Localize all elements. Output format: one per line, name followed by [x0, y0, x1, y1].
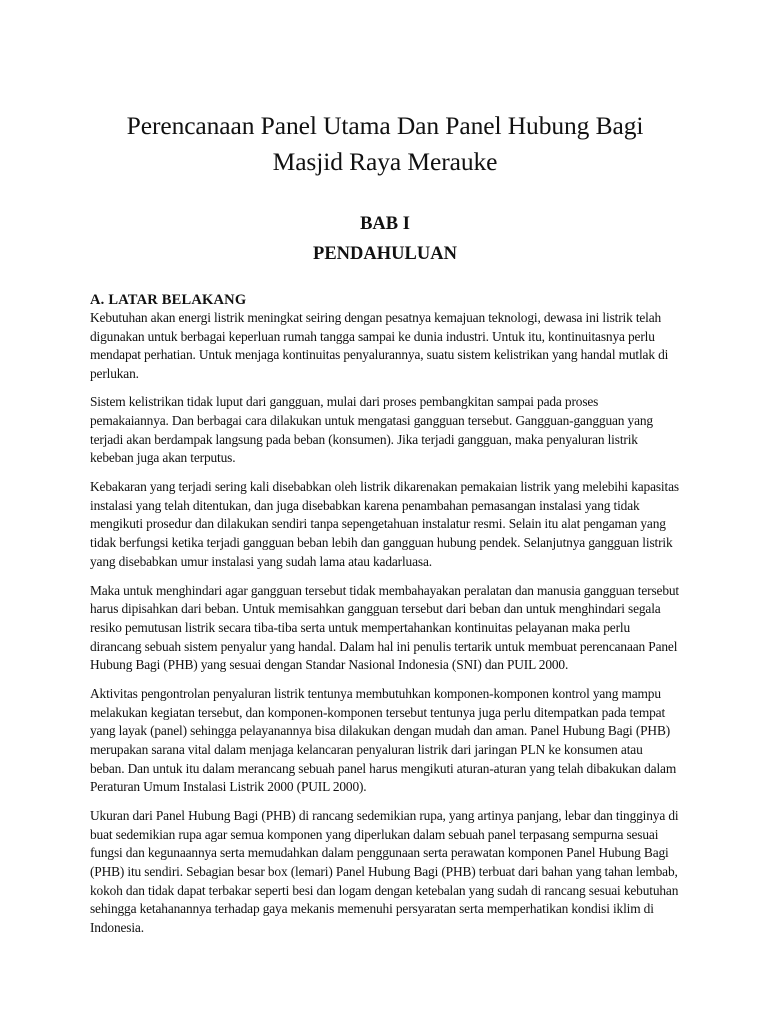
paragraph-6: Ukuran dari Panel Hubung Bagi (PHB) di rancang sedemikian rupa, yang artinya panjang, lebar dan tingginya di buat sedemikian rupa agar semua komponen yang diperlukan dalam sebuah panel terpasang sempurna sesuai fungsi dan kegunaannya serta memudahkan dalam penggunaan serta perawatan komponen Panel Hubung Bagi (PHB) itu sendiri. Sebagian besar box (lemari) Panel Hubung Bagi (PHB) terbuat dari bahan yang tahan lembab, kokoh dan tidak dapat terbakar seperti besi dan logam dengan ketebalan yang sudah di rancang sesuai kebutuhan sehingga ketahanannya terhadap gaya mekanis memenuhi persyaratan serta memperhatikan kondisi iklim di Indonesia. — [90, 808, 679, 935]
paragraph-2: Sistem kelistrikan tidak luput dari gangguan, mulai dari proses pembangkitan sampai pada proses pemakaiannya. Dan berbagai cara dilakukan untuk mengatasi gangguan tersebut. Gangguan-gangguan yang terjadi akan berdampak langsung pada beban (konsumen). Jika terjadi gangguan, maka penyaluran listrik kebeban juga akan terputus. — [90, 394, 653, 466]
paragraph-3: Kebakaran yang terjadi sering kali disebabkan oleh listrik dikarenakan pemakaian listrik yang melebihi kapasitas instalasi yang telah ditentukan, dan juga disebabkan karena penambahan pemasangan instalasi yang tidak mengikuti prosedur dan dilakukan sendiri tanpa sepengetahuan instalatur resmi. Selain itu alat pengaman yang tidak berfungsi ketika terjadi gangguan beban lebih dan gangguan hubung pendek. Selanjutnya gangguan listrik yang disebabkan umur instalasi yang sudah lama atau kadarluasa. — [90, 479, 679, 569]
document-title: Perencanaan Panel Utama Dan Panel Hubung Bagi Masjid Raya Merauke — [126, 111, 644, 176]
body-text — [90, 309, 680, 937]
paragraph-5: Aktivitas pengontrolan penyaluran listrik tentunya membutuhkan komponen-komponen kontrol yang mampu melakukan kegiatan tersebut, dan komponen-komponen tersebut tentunya juga perlu ditempatkan pada tempat yang layak (panel) sehingga pelayanannya bisa dilakukan dengan mudah dan aman. Panel Hubung Bagi (PHB) merupakan sarana vital dalam menjaga kelancaran penyaluran listrik dari jaringan PLN ke konsumen atau beban. Dan untuk itu dalam merancang sebuah panel harus mengikuti aturan-aturan yang telah dibakukan dalam Peraturan Umum Instalasi Listrik 2000 (PUIL 2000). — [90, 686, 677, 795]
chapter-number: BAB I — [360, 214, 410, 234]
paragraph-4: Maka untuk menghindari agar gangguan tersebut tidak membahayakan peralatan dan manusia gangguan tersebut harus dipisahkan dari beban. Untuk memisahkan gangguan tersebut dari beban dan untuk menghindari segala resiko pemutusan listrik secara tiba-tiba serta untuk mempertahankan kontinuitas pelayanan maka perlu dirancang sebuah sistem penyalur yang handal. Dalam hal ini penulis tertarik untuk membuat perencanaan Panel Hubung Bagi (PHB) yang sesuai dengan Standar Nasional Indonesia (SNI) dan PUIL 2000. — [90, 582, 679, 673]
chapter-title: PENDAHULUAN — [313, 244, 457, 264]
paragraph-1: Kebutuhan akan energi listrik meningkat seiring dengan pesatnya kemajuan teknologi, dewasa ini listrik telah digunakan untuk berbagai keperluan rumah tangga sampai ke dunia industri. Untuk itu, kontinuitasnya perlu mendapat perhatian. Untuk menjaga kontinuitas penyalurannya, suatu sistem kelistrikan yang handal mutlak di perlukan. — [90, 310, 669, 381]
section-heading: A. LATAR BELAKANG — [90, 292, 247, 308]
